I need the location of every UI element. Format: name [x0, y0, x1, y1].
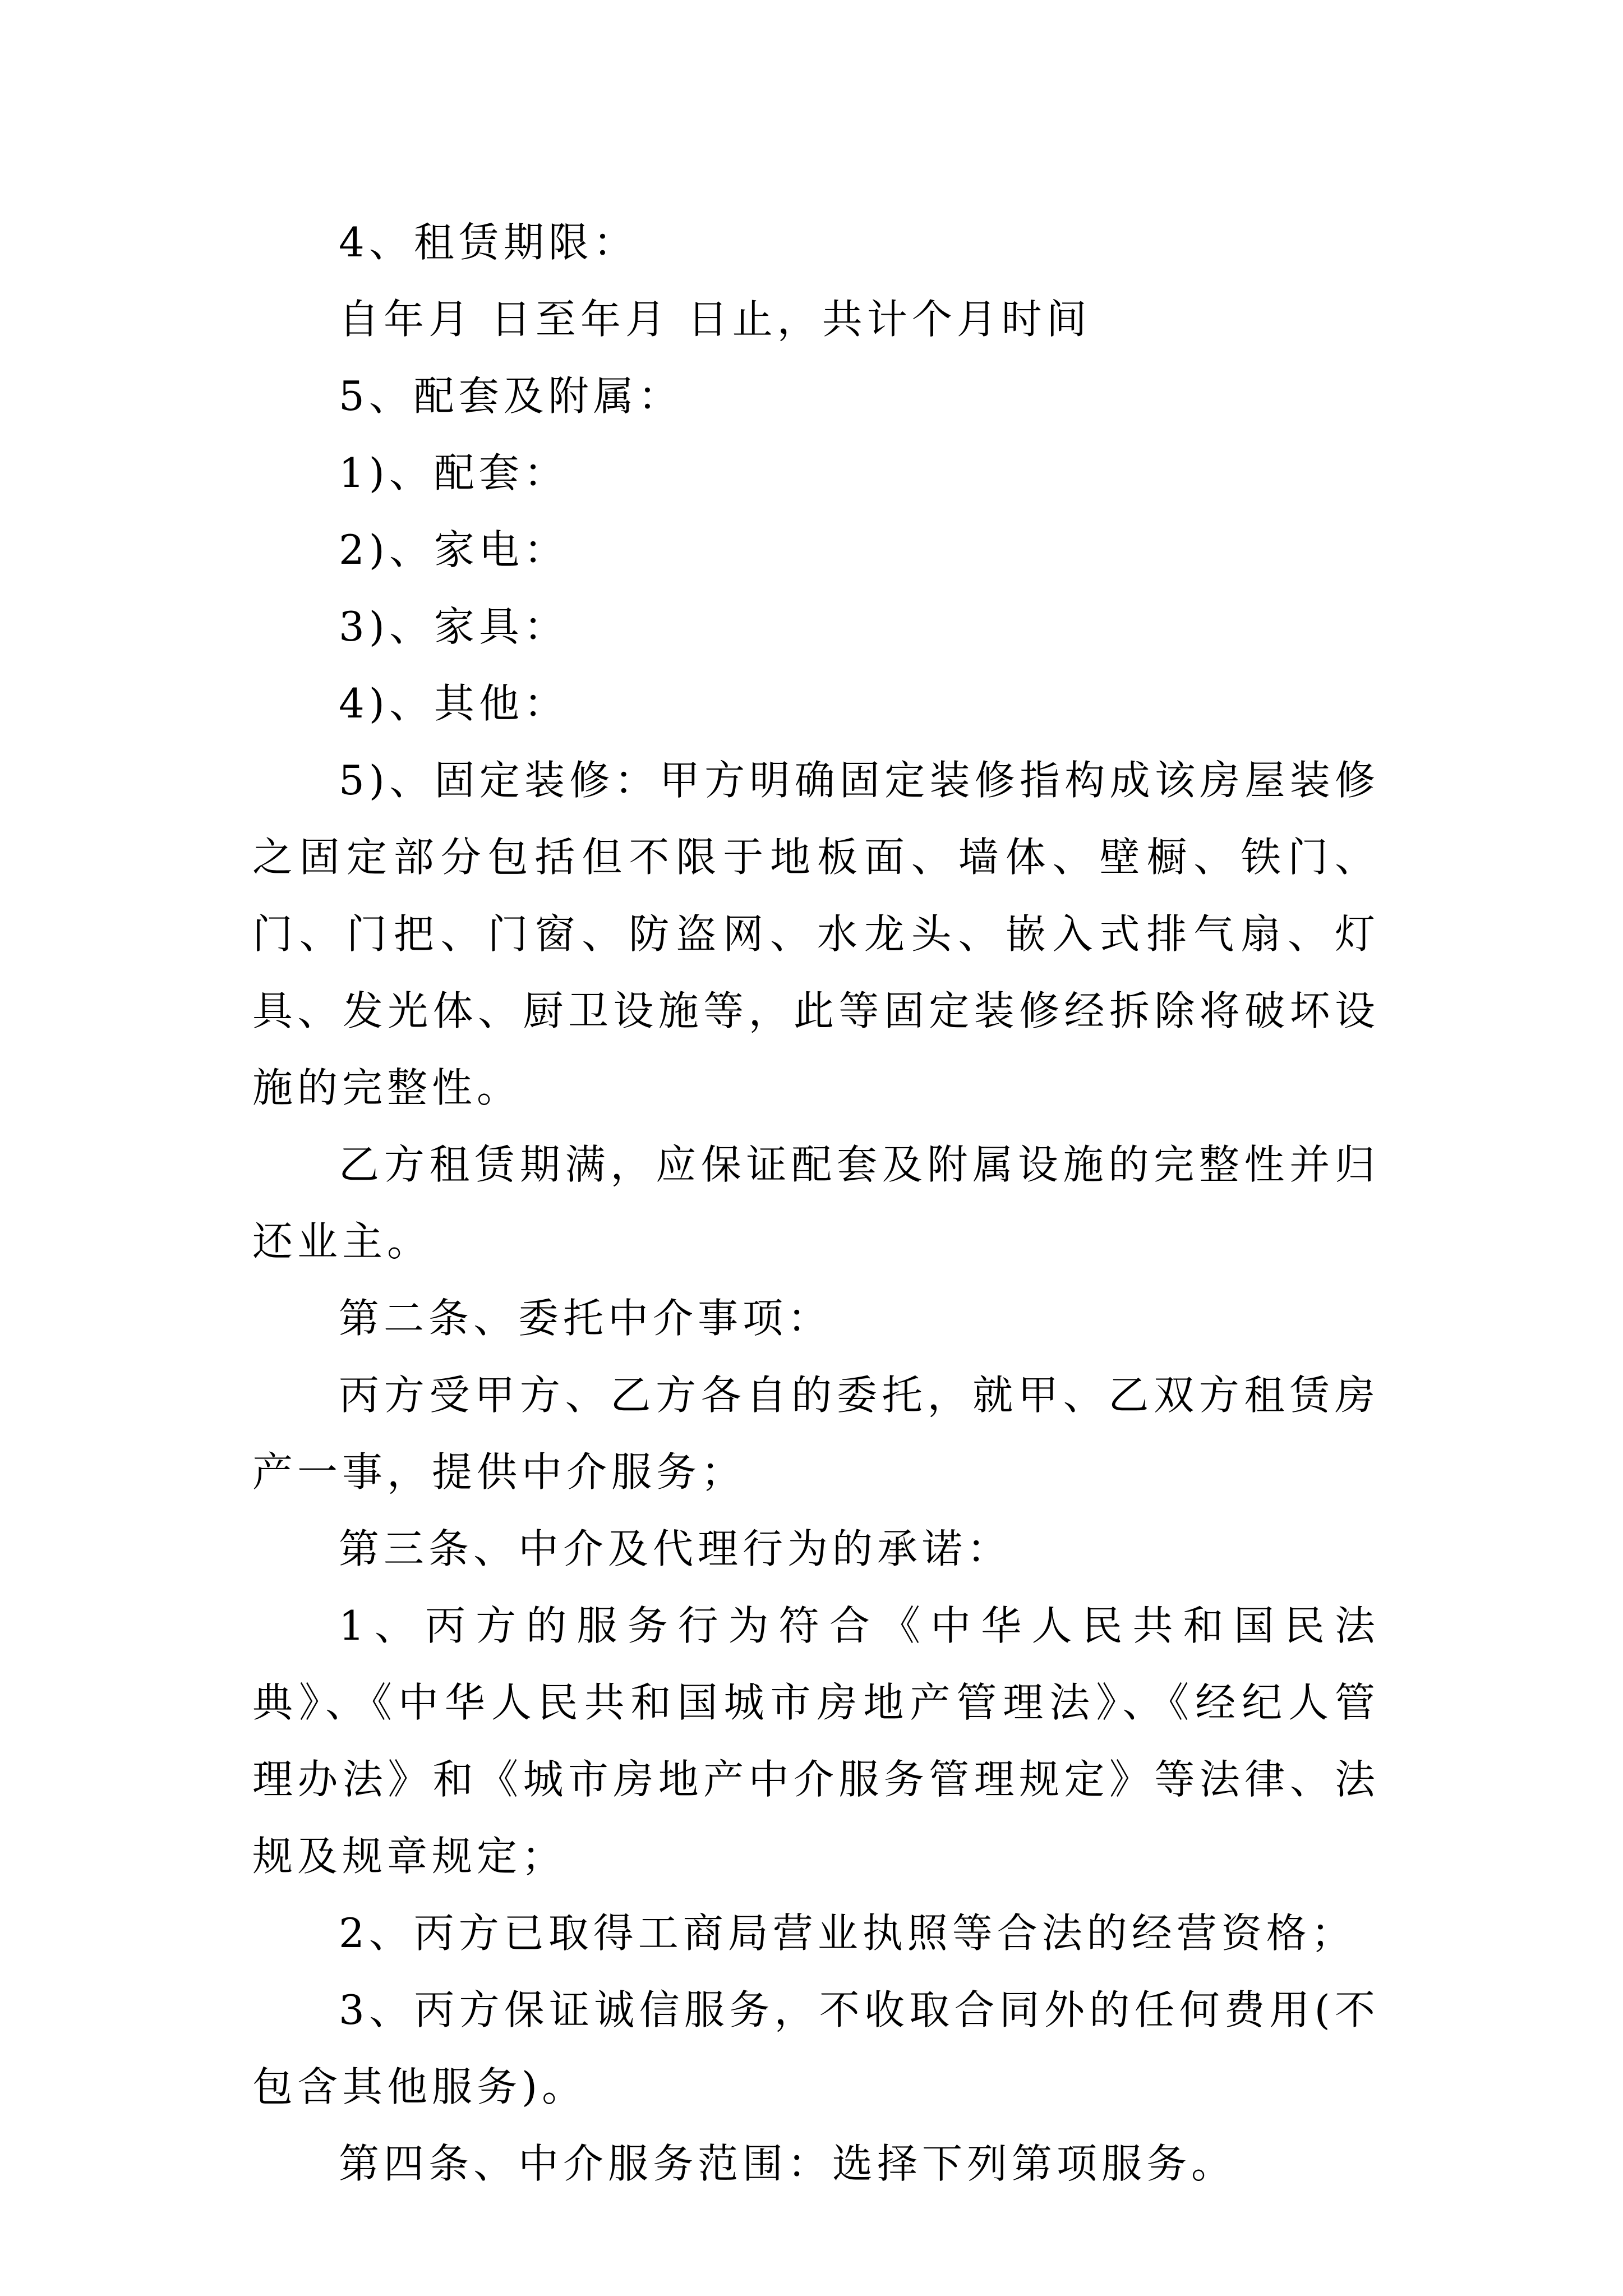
- paragraph-lease-term-dates: 自年月 日至年月 日止，共计个月时间: [339, 296, 1091, 343]
- paragraph-accessories-other: 4)、其他：: [339, 680, 569, 727]
- paragraph-fixed-decoration: 5)、固定装修：甲方明确固定装修指构成该房屋装修之固定部分包括但不限于地板面、墙体、壁橱、铁门、门、门把、门窗、防盗网、水龙头、嵌入式排气扇、灯具、发光体、厨卫设施等，此等固定装修经拆除将破坏设施的完整性。: [252, 757, 1380, 1111]
- paragraph-accessories-fittings: 1)、配套：: [339, 449, 569, 496]
- paragraph-article-two-heading: 第二条、委托中介事项：: [339, 1295, 833, 1342]
- paragraph-accessories-heading: 5、配套及附属：: [339, 372, 683, 420]
- paragraph-commitment-one: 1、丙方的服务行为符合《中华人民共和国民法典》、《中华人民共和国城市房地产管理法》、《经纪人管理办法》和《城市房地产中介服务管理规定》等法律、法规及规章规定；: [252, 1602, 1380, 1880]
- paragraph-article-three-heading: 第三条、中介及代理行为的承诺：: [339, 1525, 1012, 1572]
- paragraph-commitment-two: 2、丙方已取得工商局营业执照等合法的经营资格；: [339, 1910, 1356, 1957]
- paragraph-lease-expiry: 乙方租赁期满，应保证配套及附属设施的完整性并归还业主。: [252, 1141, 1380, 1265]
- paragraph-accessories-appliances: 2)、家电：: [339, 526, 569, 573]
- paragraph-accessories-furniture: 3)、家具：: [339, 603, 569, 650]
- document-body: [252, 204, 1380, 2202]
- paragraph-lease-term-heading: 4、租赁期限：: [339, 219, 638, 266]
- paragraph-commitment-three: 3、丙方保证诚信服务，不收取合同外的任何费用(不包含其他服务)。: [252, 1986, 1380, 2110]
- paragraph-article-two-body: 丙方受甲方、乙方各自的委托，就甲、乙双方租赁房产一事，提供中介服务；: [252, 1372, 1380, 1496]
- paragraph-article-four-heading: 第四条、中介服务范围：选择下列第项服务。: [339, 2140, 1237, 2187]
